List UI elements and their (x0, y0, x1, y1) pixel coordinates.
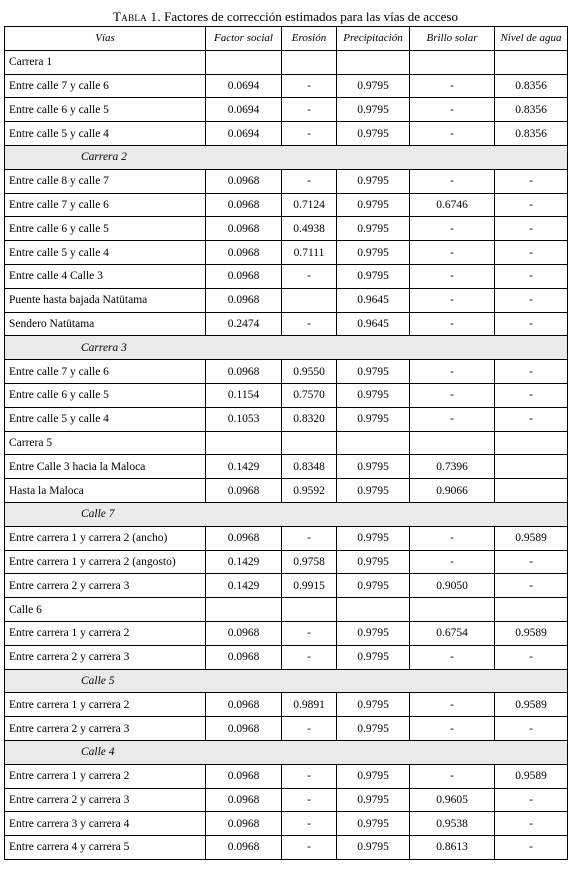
erosion-cell: - (282, 74, 337, 98)
erosion-cell: 0.7570 (282, 383, 337, 407)
precipitacion-cell: 0.9795 (337, 455, 410, 479)
table-row (5, 645, 568, 669)
nivel-agua-cell (495, 598, 568, 622)
factor-social-cell: 0.0968 (206, 812, 282, 836)
table-row (5, 193, 568, 217)
factor-social-cell (206, 598, 282, 622)
nivel-agua-cell (495, 431, 568, 455)
table-row (5, 407, 568, 431)
road-name-cell: Entre carrera 1 y carrera 2 (angosto) (5, 550, 206, 574)
precipitacion-cell: 0.9795 (337, 836, 410, 860)
nivel-agua-cell: - (495, 645, 568, 669)
erosion-cell: 0.8320 (282, 407, 337, 431)
factor-social-cell: 0.0968 (206, 193, 282, 217)
precipitacion-cell: 0.9795 (337, 693, 410, 717)
section-row (5, 669, 568, 693)
road-name-cell: Entre calle 6 y calle 5 (5, 383, 206, 407)
road-name-cell: Entre carrera 1 y carrera 2 (5, 693, 206, 717)
table-row (5, 621, 568, 645)
brillo-solar-cell (410, 431, 495, 455)
factor-social-cell: 0.0968 (206, 645, 282, 669)
section-title: Carrera 2 (5, 145, 206, 169)
nivel-agua-cell: 0.8356 (495, 122, 568, 146)
erosion-cell (282, 598, 337, 622)
erosion-cell: - (282, 621, 337, 645)
factor-social-cell: 0.0968 (206, 479, 282, 503)
section-title: Carrera 3 (5, 336, 206, 360)
erosion-cell: 0.9592 (282, 479, 337, 503)
nivel-agua-cell: - (495, 288, 568, 312)
group-name-cell: Carrera 1 (5, 50, 206, 74)
nivel-agua-cell (495, 479, 568, 503)
factor-social-cell: 0.0968 (206, 788, 282, 812)
factor-social-cell: 0.0968 (206, 264, 282, 288)
brillo-solar-cell: 0.9050 (410, 574, 495, 598)
section-cell (337, 502, 410, 526)
precipitacion-cell: 0.9795 (337, 98, 410, 122)
precipitacion-cell: 0.9795 (337, 550, 410, 574)
brillo-solar-cell: - (410, 360, 495, 384)
section-cell (282, 740, 337, 764)
road-name-cell: Entre carrera 2 y carrera 3 (5, 574, 206, 598)
brillo-solar-cell: - (410, 693, 495, 717)
section-title: Calle 4 (5, 740, 206, 764)
table-row (5, 312, 568, 336)
erosion-cell: 0.9915 (282, 574, 337, 598)
precipitacion-cell: 0.9795 (337, 360, 410, 384)
correction-factors-table (4, 26, 568, 860)
road-name-cell: Entre calle 4 Calle 3 (5, 264, 206, 288)
erosion-cell: - (282, 169, 337, 193)
erosion-cell (282, 50, 337, 74)
erosion-cell: 0.9891 (282, 693, 337, 717)
erosion-cell: - (282, 98, 337, 122)
table-row (5, 288, 568, 312)
section-cell (337, 669, 410, 693)
table-row (5, 526, 568, 550)
road-name-cell: Entre carrera 3 y carrera 4 (5, 812, 206, 836)
nivel-agua-cell: - (495, 788, 568, 812)
brillo-solar-cell: - (410, 550, 495, 574)
precipitacion-cell: 0.9795 (337, 383, 410, 407)
header-erosion: Erosión (282, 27, 337, 51)
precipitacion-cell: 0.9795 (337, 479, 410, 503)
precipitacion-cell (337, 431, 410, 455)
nivel-agua-cell: - (495, 217, 568, 241)
header-nivel-agua: Nivel de agua (495, 27, 568, 51)
road-name-cell: Entre carrera 1 y carrera 2 (5, 764, 206, 788)
erosion-cell: - (282, 788, 337, 812)
erosion-cell: - (282, 836, 337, 860)
nivel-agua-cell: 0.8356 (495, 98, 568, 122)
nivel-agua-cell: - (495, 383, 568, 407)
nivel-agua-cell: - (495, 812, 568, 836)
factor-social-cell: 0.2474 (206, 312, 282, 336)
factor-social-cell: 0.0968 (206, 288, 282, 312)
section-row (5, 740, 568, 764)
brillo-solar-cell: - (410, 241, 495, 265)
brillo-solar-cell (410, 50, 495, 74)
precipitacion-cell: 0.9795 (337, 407, 410, 431)
table-row (5, 812, 568, 836)
table-row (5, 550, 568, 574)
factor-social-cell: 0.1429 (206, 550, 282, 574)
road-name-cell: Entre calle 7 y calle 6 (5, 74, 206, 98)
table-row (5, 574, 568, 598)
brillo-solar-cell: - (410, 169, 495, 193)
precipitacion-cell: 0.9795 (337, 788, 410, 812)
section-cell (206, 336, 282, 360)
factor-social-cell: 0.0968 (206, 764, 282, 788)
section-cell (206, 669, 282, 693)
factor-social-cell: 0.1154 (206, 383, 282, 407)
table-row (5, 479, 568, 503)
factor-social-cell: 0.0968 (206, 241, 282, 265)
brillo-solar-cell: 0.9066 (410, 479, 495, 503)
precipitacion-cell: 0.9795 (337, 122, 410, 146)
brillo-solar-cell: - (410, 217, 495, 241)
nivel-agua-cell: - (495, 836, 568, 860)
header-row (5, 27, 568, 51)
header-vias: Vías (5, 27, 206, 51)
section-cell (206, 740, 282, 764)
section-cell (495, 145, 568, 169)
road-name-cell: Puente hasta bajada Natütama (5, 288, 206, 312)
section-cell (495, 502, 568, 526)
nivel-agua-cell (495, 455, 568, 479)
table-row (5, 98, 568, 122)
erosion-cell: - (282, 526, 337, 550)
road-name-cell: Hasta la Maloca (5, 479, 206, 503)
brillo-solar-cell: - (410, 74, 495, 98)
nivel-agua-cell (495, 50, 568, 74)
nivel-agua-cell: - (495, 717, 568, 741)
road-name-cell: Entre calle 5 y calle 4 (5, 407, 206, 431)
erosion-cell: - (282, 264, 337, 288)
road-name-cell: Entre calle 6 y calle 5 (5, 217, 206, 241)
nivel-agua-cell: - (495, 574, 568, 598)
erosion-cell: - (282, 717, 337, 741)
precipitacion-cell: 0.9645 (337, 288, 410, 312)
table-body (5, 50, 568, 859)
precipitacion-cell: 0.9645 (337, 312, 410, 336)
section-cell (495, 336, 568, 360)
factor-social-cell: 0.0694 (206, 122, 282, 146)
group-name-cell: Carrera 5 (5, 431, 206, 455)
table-row (5, 383, 568, 407)
road-name-cell: Entre calle 8 y calle 7 (5, 169, 206, 193)
section-row (5, 336, 568, 360)
precipitacion-cell: 0.9795 (337, 812, 410, 836)
header-brillo-solar: Brillo solar (410, 27, 495, 51)
section-cell (410, 145, 495, 169)
brillo-solar-cell: - (410, 264, 495, 288)
table-row (5, 169, 568, 193)
factor-social-cell: 0.0968 (206, 693, 282, 717)
table-label: Tabla 1. (113, 9, 161, 24)
precipitacion-cell: 0.9795 (337, 717, 410, 741)
factor-social-cell: 0.1053 (206, 407, 282, 431)
section-cell (495, 740, 568, 764)
table-row (5, 788, 568, 812)
nivel-agua-cell: - (495, 360, 568, 384)
precipitacion-cell: 0.9795 (337, 241, 410, 265)
brillo-solar-cell: 0.7396 (410, 455, 495, 479)
nivel-agua-cell: 0.9589 (495, 764, 568, 788)
precipitacion-cell: 0.9795 (337, 193, 410, 217)
table-row (5, 455, 568, 479)
section-cell (337, 336, 410, 360)
erosion-cell: - (282, 122, 337, 146)
table-row (5, 74, 568, 98)
road-name-cell: Entre calle 6 y calle 5 (5, 98, 206, 122)
nivel-agua-cell: - (495, 169, 568, 193)
factor-social-cell: 0.0968 (206, 621, 282, 645)
section-cell (410, 669, 495, 693)
precipitacion-cell: 0.9795 (337, 764, 410, 788)
factor-social-cell: 0.1429 (206, 455, 282, 479)
nivel-agua-cell: - (495, 241, 568, 265)
erosion-cell: 0.9758 (282, 550, 337, 574)
factor-social-cell (206, 431, 282, 455)
road-name-cell: Entre carrera 2 y carrera 3 (5, 788, 206, 812)
factor-social-cell (206, 50, 282, 74)
section-cell (206, 502, 282, 526)
road-name-cell: Entre carrera 4 y carrera 5 (5, 836, 206, 860)
road-name-cell: Entre calle 5 y calle 4 (5, 122, 206, 146)
section-cell (206, 145, 282, 169)
section-cell (337, 145, 410, 169)
factor-social-cell: 0.0968 (206, 169, 282, 193)
nivel-agua-cell: 0.9589 (495, 693, 568, 717)
table-row (5, 122, 568, 146)
road-name-cell: Sendero Natütama (5, 312, 206, 336)
table-caption (0, 0, 571, 26)
section-cell (282, 669, 337, 693)
factor-social-cell: 0.0968 (206, 836, 282, 860)
nivel-agua-cell: - (495, 550, 568, 574)
section-cell (282, 336, 337, 360)
brillo-solar-cell: - (410, 383, 495, 407)
factor-social-cell: 0.0694 (206, 98, 282, 122)
brillo-solar-cell: - (410, 717, 495, 741)
precipitacion-cell: 0.9795 (337, 74, 410, 98)
factor-social-cell: 0.1429 (206, 574, 282, 598)
erosion-cell: 0.7124 (282, 193, 337, 217)
section-cell (410, 502, 495, 526)
table-row (5, 360, 568, 384)
erosion-cell: 0.9550 (282, 360, 337, 384)
group-row (5, 431, 568, 455)
header-factor-social: Factor social (206, 27, 282, 51)
nivel-agua-cell: - (495, 193, 568, 217)
caption-text: Factores de corrección estimados para las vías de acceso (160, 9, 458, 24)
brillo-solar-cell: - (410, 122, 495, 146)
group-row (5, 50, 568, 74)
brillo-solar-cell: - (410, 764, 495, 788)
brillo-solar-cell: 0.6746 (410, 193, 495, 217)
brillo-solar-cell: - (410, 407, 495, 431)
header-precipitacion: Precipitación (337, 27, 410, 51)
brillo-solar-cell: 0.8613 (410, 836, 495, 860)
erosion-cell (282, 431, 337, 455)
erosion-cell: - (282, 645, 337, 669)
section-cell (282, 145, 337, 169)
brillo-solar-cell: - (410, 98, 495, 122)
section-title: Calle 7 (5, 502, 206, 526)
group-row (5, 598, 568, 622)
section-cell (282, 502, 337, 526)
factor-social-cell: 0.0968 (206, 526, 282, 550)
table-row (5, 764, 568, 788)
erosion-cell: - (282, 312, 337, 336)
table-row (5, 217, 568, 241)
road-name-cell: Entre Calle 3 hacia la Maloca (5, 455, 206, 479)
precipitacion-cell: 0.9795 (337, 574, 410, 598)
table-row (5, 717, 568, 741)
precipitacion-cell: 0.9795 (337, 264, 410, 288)
precipitacion-cell: 0.9795 (337, 621, 410, 645)
erosion-cell: - (282, 764, 337, 788)
table-row (5, 836, 568, 860)
factor-social-cell: 0.0968 (206, 217, 282, 241)
erosion-cell: 0.7111 (282, 241, 337, 265)
road-name-cell: Entre carrera 2 y carrera 3 (5, 717, 206, 741)
nivel-agua-cell: - (495, 407, 568, 431)
factor-social-cell: 0.0694 (206, 74, 282, 98)
brillo-solar-cell (410, 598, 495, 622)
road-name-cell: Entre calle 5 y calle 4 (5, 241, 206, 265)
erosion-cell: 0.4938 (282, 217, 337, 241)
section-cell (495, 669, 568, 693)
precipitacion-cell: 0.9795 (337, 526, 410, 550)
brillo-solar-cell: - (410, 645, 495, 669)
brillo-solar-cell: - (410, 312, 495, 336)
factor-social-cell: 0.0968 (206, 717, 282, 741)
road-name-cell: Entre carrera 2 y carrera 3 (5, 645, 206, 669)
nivel-agua-cell: - (495, 264, 568, 288)
brillo-solar-cell: - (410, 288, 495, 312)
erosion-cell (282, 288, 337, 312)
precipitacion-cell: 0.9795 (337, 645, 410, 669)
brillo-solar-cell: 0.6754 (410, 621, 495, 645)
road-name-cell: Entre carrera 1 y carrera 2 (5, 621, 206, 645)
precipitacion-cell (337, 50, 410, 74)
factor-social-cell: 0.0968 (206, 360, 282, 384)
road-name-cell: Entre calle 7 y calle 6 (5, 193, 206, 217)
section-cell (337, 740, 410, 764)
section-title: Calle 5 (5, 669, 206, 693)
brillo-solar-cell: 0.9605 (410, 788, 495, 812)
nivel-agua-cell: - (495, 312, 568, 336)
group-name-cell: Calle 6 (5, 598, 206, 622)
section-row (5, 502, 568, 526)
section-row (5, 145, 568, 169)
erosion-cell: 0.8348 (282, 455, 337, 479)
table-row (5, 693, 568, 717)
section-cell (410, 336, 495, 360)
precipitacion-cell: 0.9795 (337, 217, 410, 241)
precipitacion-cell: 0.9795 (337, 169, 410, 193)
erosion-cell: - (282, 812, 337, 836)
precipitacion-cell (337, 598, 410, 622)
table-row (5, 264, 568, 288)
brillo-solar-cell: - (410, 526, 495, 550)
section-cell (410, 740, 495, 764)
brillo-solar-cell: 0.9538 (410, 812, 495, 836)
road-name-cell: Entre calle 7 y calle 6 (5, 360, 206, 384)
nivel-agua-cell: 0.9589 (495, 621, 568, 645)
road-name-cell: Entre carrera 1 y carrera 2 (ancho) (5, 526, 206, 550)
nivel-agua-cell: 0.8356 (495, 74, 568, 98)
nivel-agua-cell: 0.9589 (495, 526, 568, 550)
table-row (5, 241, 568, 265)
